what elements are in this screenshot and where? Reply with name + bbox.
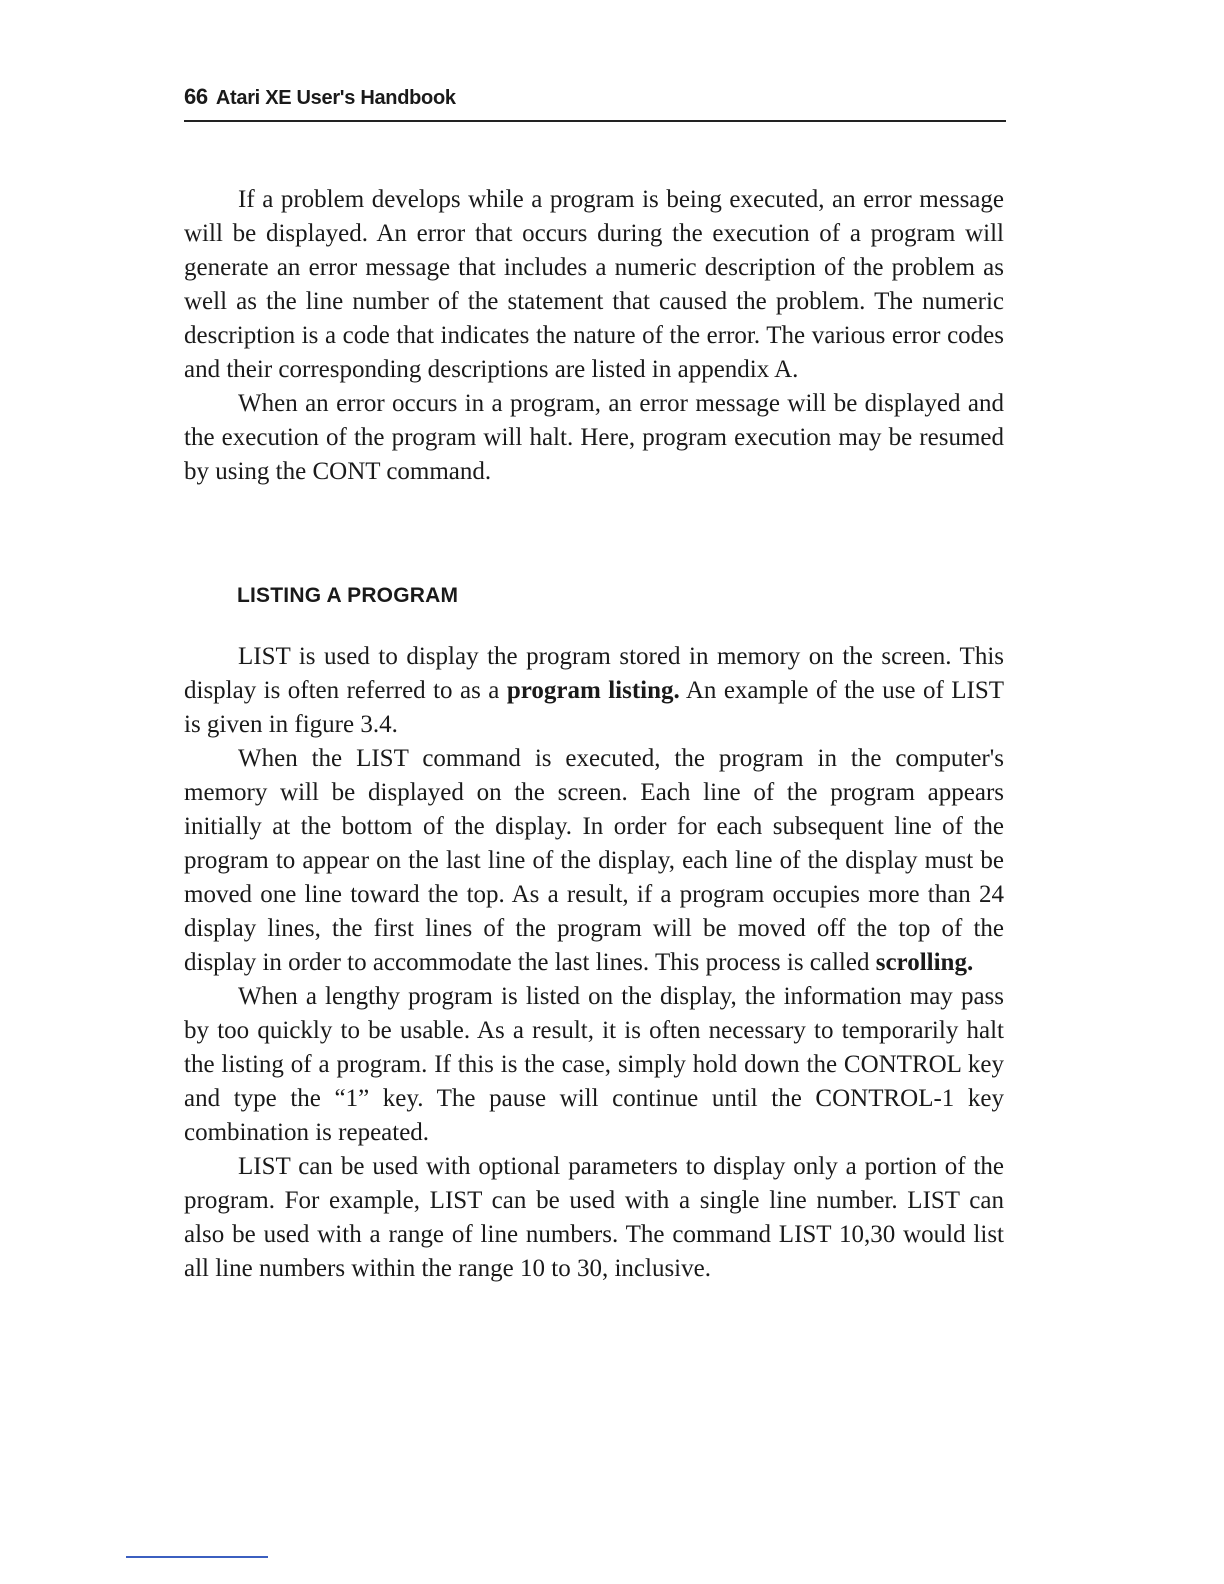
paragraph: LIST can be used with optional parameters to display only a portion of the program. For example, LIST can be used with a single line number. LIST can also be used with a range of line numbers. The command LIST 10,30 would list all line numbers within the range 10 to 30, inclusive.: [184, 1153, 1004, 1282]
section-heading: LISTING A PROGRAM: [237, 584, 459, 607]
listing-program-section: [184, 640, 1004, 1286]
paragraph-text: An example of the use of LIST is given in figure 3.4.: [184, 677, 1005, 738]
page-number: 66: [184, 84, 208, 109]
bold-term: program listing.: [506, 677, 680, 704]
error-messages-section: [184, 183, 1004, 489]
paragraph: [184, 742, 1004, 980]
footer-rule: [126, 1556, 268, 1558]
paragraph: If a problem develops while a program is being executed, an error message will be displayed. An error that occurs during the execution of a program will generate an error message that includes a numeric description of the problem as well as the line number of the statement that caused the problem. The numeric description is a code that indicates the nature of the error. The various error codes and their corresponding descriptions are listed in appendix A.: [184, 186, 1004, 383]
running-header: [184, 82, 1006, 122]
book-title: Atari XE User's Handbook: [215, 87, 456, 109]
bold-term: scrolling.: [875, 949, 974, 976]
paragraph: When a lengthy program is listed on the display, the information may pass by too quickly to be usable. As a result, it is often necessary to temporarily halt the listing of a program. If this is the case, simply hold down the CONTROL key and type the “1” key. The pause will continue until the CONTROL-1 key combination is repeated.: [184, 983, 1004, 1146]
paragraph: When an error occurs in a program, an error message will be displayed and the execution of the program will halt. Here, program execution may be resumed by using the CONT command.: [184, 390, 1004, 485]
paragraph-text: When the LIST command is executed, the program in the computer's memory will be displayed on the screen. Each line of the program appears initially at the bottom of the display. In order for each subsequent line of the program to appear on the last line of the display, each line of the display must be moved one line toward the top. As a result, if a program occupies more than 24 display lines, the first lines of the program will be moved off the top of the display in order to accommodate the last lines. This process is called: [184, 745, 1004, 976]
paragraph-text: LIST is used to display the program stored in memory on the screen. This display is often referred to as a: [184, 643, 1004, 704]
paragraph: [184, 640, 1004, 742]
